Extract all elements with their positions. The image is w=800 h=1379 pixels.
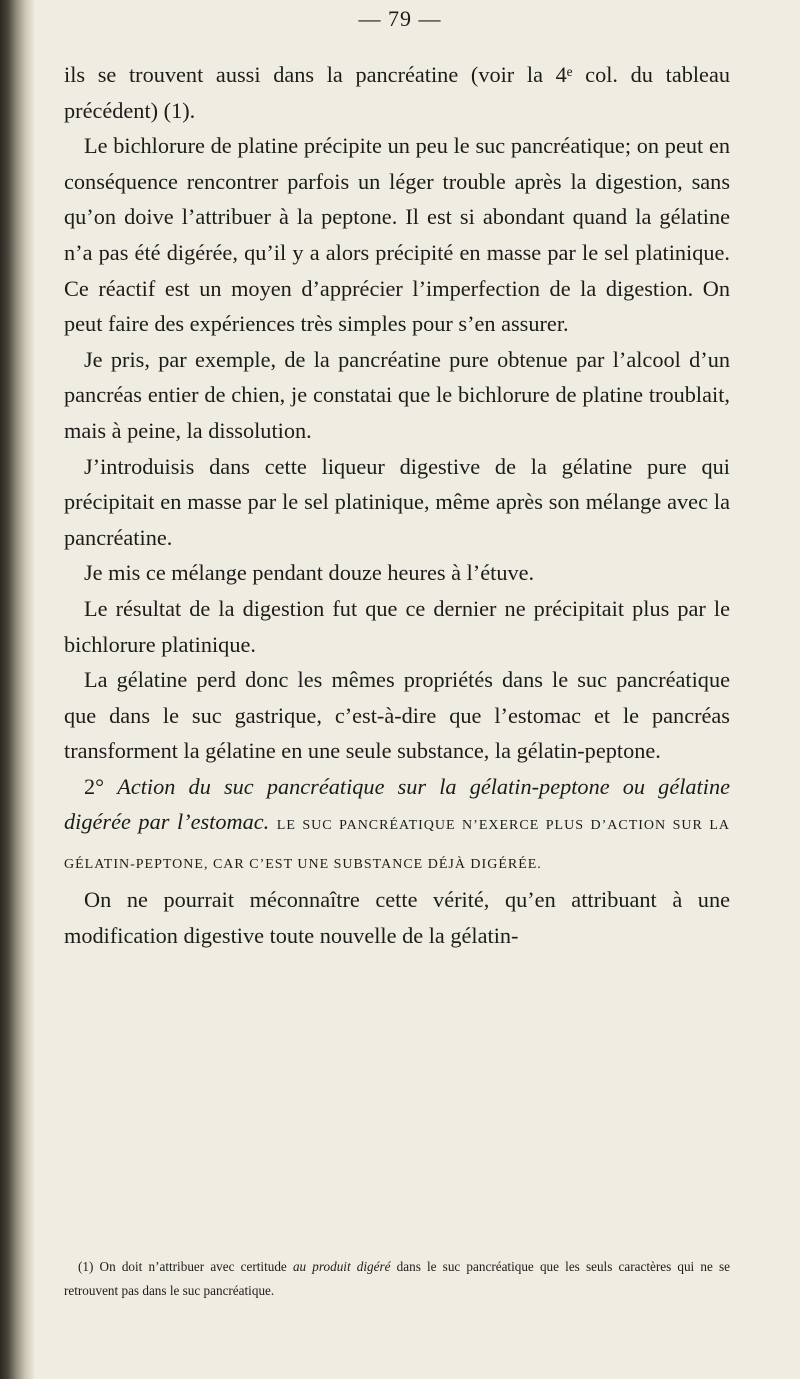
- paragraph-closing: On ne pourrait méconnaître cette vérité, qu’en attribuant à une modification digestive toute nouvelle de la gélatin-: [64, 887, 730, 949]
- paragraph-introduction: J’introduisis dans cette liqueur digestive de la gélatine pure qui précipitait en masse par le sel platinique, même après son mélange avec la pancréatine.: [64, 453, 730, 550]
- paragraph-bichlorure: Le bichlorure de platine précipite un peu le suc pancréatique; on peut en conséquence rencontrer parfois un léger trouble après la digestion, sans qu’on doive l’attribuer à la peptone. Il est si abondant quand la gélatine n’a pas été digérée, qu’il y a alors précipité en masse par le sel platinique. Ce réactif est un moyen d’apprécier l’imperfection de la digestion. On peut faire des expériences très simples pour s’en assurer.: [64, 133, 730, 337]
- footnote-start: (1) On doit n’attribuer avec certitude: [78, 1259, 293, 1274]
- footnote-text: [64, 1255, 730, 1303]
- section-title: Action du suc pancréatique sur la gélatin-peptone ou gélatine digérée par l’estomac.: [64, 773, 730, 835]
- main-text: [64, 57, 730, 954]
- paragraph-experience: Je pris, par exemple, de la pancréatine pure obtenue par l’alcool d’un pancréas entier de chien, je constatai que le bichlorure de platine troublait, mais à peine, la dissolution.: [64, 346, 730, 443]
- book-spine-shadow: [0, 0, 34, 1379]
- paragraph-resultat: Le résultat de la digestion fut que ce dernier ne précipitait plus par le bichlorure platinique.: [64, 595, 730, 657]
- section-number: 2°: [84, 773, 105, 799]
- section-subtitle-text: LE SUC PANCRÉATIQUE N’EXERCE PLUS D’ACTION SUR LA GÉLATIN-PEPTONE, CAR C’EST UNE SUBSTANCE DÉJÀ DIGÉRÉE.: [64, 818, 730, 873]
- paragraph-etuve: Je mis ce mélange pendant douze heures à l’étuve.: [84, 560, 535, 586]
- paragraph-continuation: ils se trouvent aussi dans la pancréatine (voir la 4ᵉ col. du tableau précédent) (1).: [64, 62, 730, 123]
- footnote: [64, 1255, 730, 1303]
- paragraph-conclusion: La gélatine perd donc les mêmes propriétés dans le suc pancréatique que dans le suc gastrique, c’est-à-dire que l’estomac et le pancréas transforment la gélatine en une seule substance, la gélatin-peptone.: [64, 667, 730, 764]
- footnote-end: dans le suc pancréatique que les seuls caractères qui ne se retrouvent pas dans le suc pancréatique.: [64, 1259, 730, 1298]
- section-heading: [64, 769, 730, 883]
- page-number: — 79 —: [358, 6, 442, 31]
- footnote-italic: au produit digéré: [292, 1259, 391, 1274]
